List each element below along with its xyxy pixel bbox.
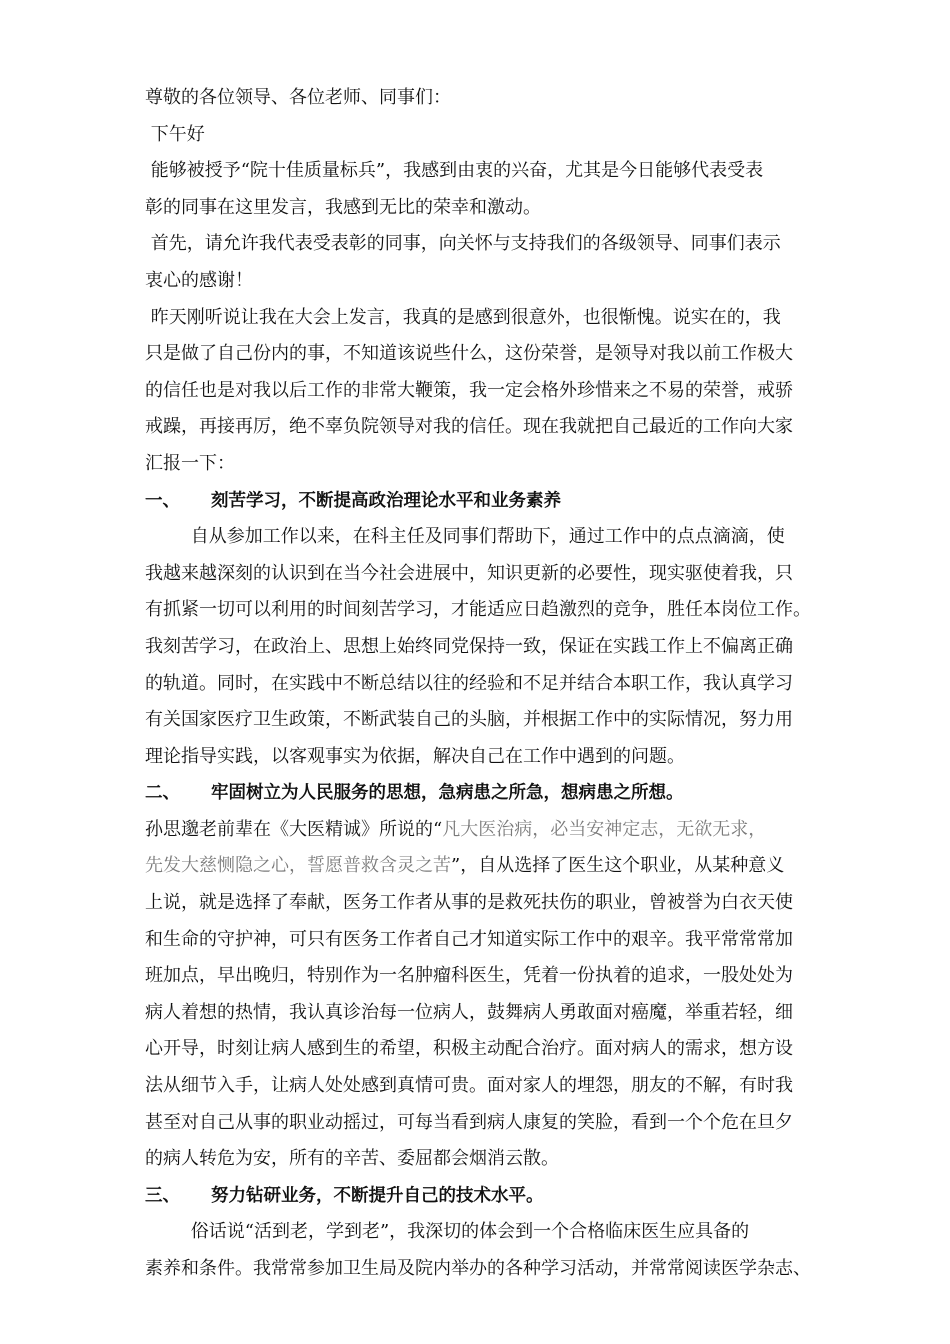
body-line: 和生命的守护神，可只有医务工作者自己才知道实际工作中的艰辛。我平常常常加 [145, 928, 793, 950]
section-number: 一、 [145, 490, 180, 511]
body-line: 有抓紧一切可以利用的时间刻苦学习，才能适应日趋激烈的竞争，胜任本岗位工作。 [145, 599, 811, 621]
body-line: 上说，就是选择了奉献，医务工作者从事的是救死扶伤的职业，曾被誉为白衣天使 [145, 892, 793, 914]
body-line: 我越来越深刻的认识到在当今社会进展中，知识更新的必要性，现实驱使着我，只 [145, 562, 793, 584]
body-line: 衷心的感谢！ [145, 269, 253, 291]
body-line: 昨天刚听说让我在大会上发言，我真的是感到很意外，也很惭愧。说实在的，我 [145, 306, 781, 328]
body-text: ”，自从选择了医生这个职业，从某种意义 [451, 855, 785, 877]
body-line: 我刻苦学习，在政治上、思想上始终同党保持一致，保证在实践工作上不偏离正确 [145, 635, 793, 657]
section-title: 刻苦学习，不断提高政治理论水平和业务素养 [211, 490, 561, 511]
body-line: 的信任也是对我以后工作的非常大鞭策，我一定会格外珍惜来之不易的荣誉，戒骄 [145, 379, 793, 401]
body-line [145, 848, 835, 885]
section-title: 努力钻研业务，不断提升自己的技术水平。 [211, 1185, 544, 1206]
body-line: 首先，请允许我代表受表彰的同事，向关怀与支持我们的各级领导、同事们表示 [145, 233, 781, 255]
body-line: 病人着想的热情，我认真诊治每一位病人，鼓舞病人勇敢面对癌魔，举重若轻，细 [145, 1001, 793, 1023]
quotation-text: 凡大医治病，必当安神定志，无欲无求， [442, 818, 767, 840]
body-text: 孙思邈老前辈在《大医精诚》所说的“ [145, 818, 443, 840]
section-heading [145, 775, 835, 812]
body-line: 的病人转危为安，所有的辛苦、委屈都会烟消云散。 [145, 1148, 559, 1170]
body-line: 能够被授予“院十佳质量标兵”，我感到由衷的兴奋，尤其是今日能够代表受表 [145, 160, 764, 182]
body-line: 尊敬的各位领导、各位老师、同事们： [145, 87, 451, 108]
body-line: 素养和条件。我常常参加卫生局及院内举办的各种学习活动，并常常阅读医学杂志、 [145, 1258, 811, 1279]
body-line: 只是做了自己份内的事，不知道该说些什么，这份荣誉，是领导对我以前工作极大 [145, 343, 793, 365]
body-line: 自从参加工作以来，在科主任及同事们帮助下，通过工作中的点点滴滴，使 [145, 526, 785, 548]
body-line: 汇报一下： [145, 452, 235, 474]
body-line: 的轨道。同时，在实践中不断总结以往的经验和不足并结合本职工作，我认真学习 [145, 672, 793, 694]
section-number: 三、 [145, 1185, 180, 1206]
section-number: 二、 [145, 783, 180, 804]
section-title: 牢固树立为人民服务的思想，急病患之所急，想病患之所想。 [211, 783, 684, 804]
body-line: 俗话说“活到老，学到老”，我深切的体会到一个合格临床医生应具备的 [145, 1221, 750, 1243]
section-heading [145, 483, 835, 520]
body-line: 心开导，时刻让病人感到生的希望，积极主动配合治疗。面对病人的需求，想方设 [145, 1038, 793, 1060]
body-line: 彰的同事在这里发言，我感到无比的荣幸和激动。 [145, 196, 541, 218]
body-line: 理论指导实践，以客观事实为依据，解决自己在工作中遇到的问题。 [145, 745, 685, 767]
body-line: 有关国家医疗卫生政策，不断武装自己的头脑，并根据工作中的实际情况，努力用 [145, 709, 793, 731]
body-line: 戒躁，再接再厉，绝不辜负院领导对我的信任。现在我就把自己最近的工作向大家 [145, 416, 793, 438]
body-line: 班加点，早出晚归，特别作为一名肿瘤科医生，凭着一份执着的追求，一股处处为 [145, 965, 793, 987]
body-line: 甚至对自己从事的职业动摇过，可每当看到病人康复的笑脸，看到一个个危在旦夕 [145, 1111, 793, 1133]
section-heading [145, 1178, 835, 1215]
quotation-text: 先发大慈恻隐之心，誓愿普救含灵之苦 [145, 855, 451, 877]
body-line: 法从细节入手，让病人处处感到真情可贵。面对家人的埋怨，朋友的不解，有时我 [145, 1075, 793, 1097]
document-page [145, 80, 835, 1288]
body-line [145, 812, 835, 849]
body-line: 下午好 [145, 123, 205, 145]
